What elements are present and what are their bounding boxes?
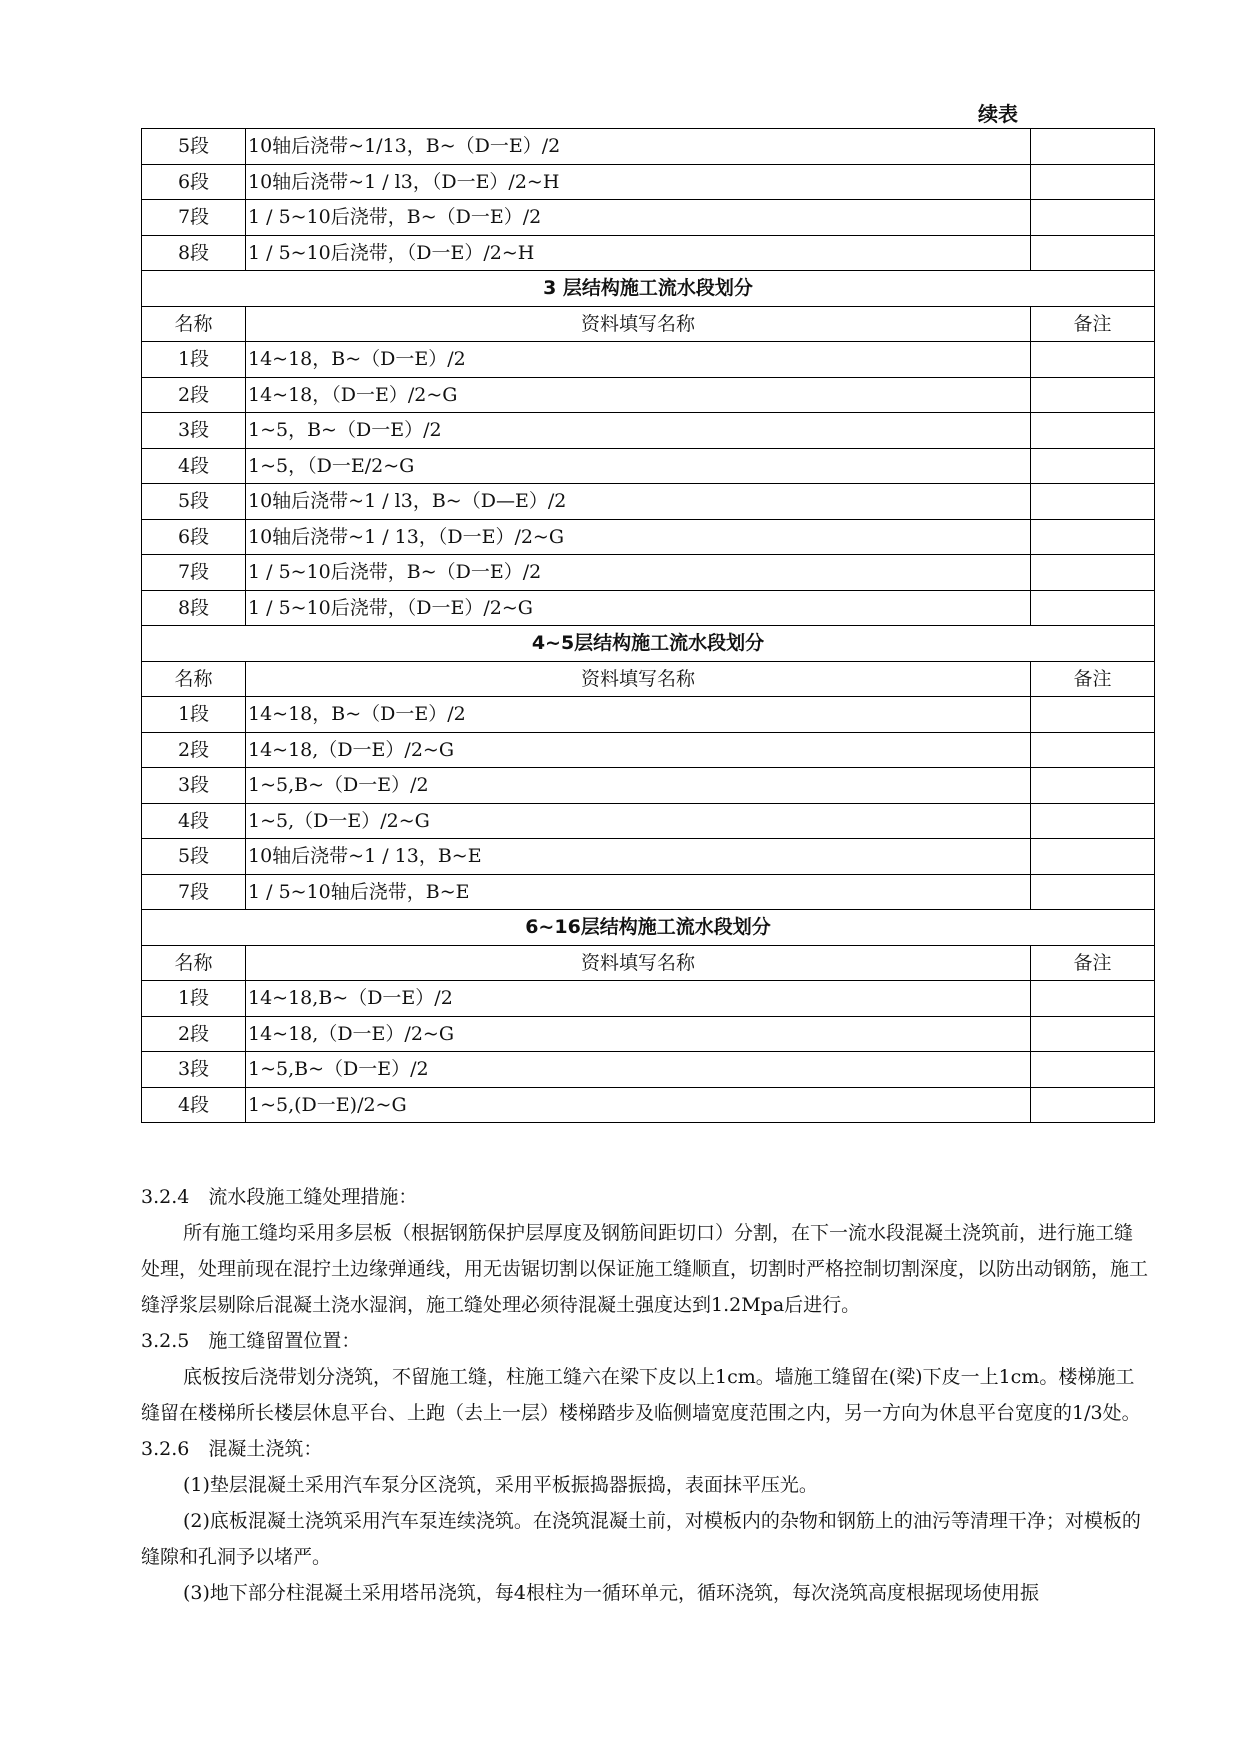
segment-remark-cell (1031, 235, 1155, 271)
segment-name-cell: 2段 (142, 1016, 246, 1052)
section-heading-3-2-4: 3.2.4 流水段施工缝处理措施： (141, 1186, 418, 1208)
continued-table-label: 续表 (978, 102, 1018, 126)
segment-remark-cell (1031, 200, 1155, 236)
segment-remark-cell (1031, 839, 1155, 875)
section-title-row (142, 271, 1155, 307)
segment-remark-cell (1031, 732, 1155, 768)
column-header-content: 资料填写名称 (246, 306, 1031, 342)
table-row (142, 839, 1155, 875)
segment-content-cell: 1~5,（D一E）/2~G (246, 803, 1031, 839)
table-row (142, 342, 1155, 378)
table-row (142, 803, 1155, 839)
segment-content-cell: 14~18，（D一E）/2~G (246, 377, 1031, 413)
segment-remark-cell (1031, 1016, 1155, 1052)
table-row (142, 200, 1155, 236)
section-heading-3-2-6: 3.2.6 混凝土浇筑： (141, 1438, 323, 1460)
column-header-remark: 备注 (1031, 661, 1155, 697)
segment-name-cell: 5段 (142, 129, 246, 165)
table-row (142, 981, 1155, 1017)
segment-content-cell: 1 / 5~10后浇带，（D一E）/2~G (246, 590, 1031, 626)
table-row (142, 768, 1155, 804)
segment-remark-cell (1031, 981, 1155, 1017)
column-header-content: 资料填写名称 (246, 661, 1031, 697)
segment-name-cell: 3段 (142, 413, 246, 449)
paragraph-3-2-6-item-3: (3)地下部分柱混凝土采用塔吊浇筑，每4根柱为一循环单元，循环浇筑，每次浇筑高度根据现场使用振 (183, 1582, 1040, 1604)
segment-content-cell: 1~5,B~（D一E）/2 (246, 768, 1031, 804)
segment-remark-cell (1031, 448, 1155, 484)
segment-remark-cell (1031, 1052, 1155, 1088)
segment-name-cell: 1段 (142, 697, 246, 733)
paragraph-3-2-6-item-2: (2)底板混凝土浇筑采用汽车泵连续浇筑。在浇筑混凝土前，对模板内的杂物和钢筋上的油污等清理干净；对模板的缝隙和孔洞予以堵严。 (141, 1510, 1141, 1568)
segment-remark-cell (1031, 377, 1155, 413)
segment-name-cell: 1段 (142, 981, 246, 1017)
section-title-row (142, 910, 1155, 946)
table-row (142, 164, 1155, 200)
table-row (142, 235, 1155, 271)
flow-segment-table (141, 128, 1155, 1123)
segment-name-cell: 6段 (142, 519, 246, 555)
column-header-remark: 备注 (1031, 945, 1155, 981)
column-header-name: 名称 (142, 945, 246, 981)
segment-name-cell: 3段 (142, 1052, 246, 1088)
segment-name-cell: 5段 (142, 839, 246, 875)
segment-name-cell: 8段 (142, 235, 246, 271)
table-row (142, 697, 1155, 733)
paragraph-3-2-6-item-1: (1)垫层混凝土采用汽车泵分区浇筑，采用平板振捣器振捣，表面抹平压光。 (183, 1474, 818, 1496)
body-text (141, 1179, 1151, 1611)
section-heading-3-2-5: 3.2.5 施工缝留置位置： (141, 1330, 361, 1352)
segment-remark-cell (1031, 768, 1155, 804)
table-header-row (142, 661, 1155, 697)
segment-content-cell: 1~5,(D一E)/2~G (246, 1087, 1031, 1123)
table-row (142, 732, 1155, 768)
segment-name-cell: 4段 (142, 1087, 246, 1123)
segment-content-cell: 1~5,B~（D一E）/2 (246, 1052, 1031, 1088)
table-row (142, 590, 1155, 626)
flow-segment-table-body (142, 129, 1155, 1123)
segment-name-cell: 8段 (142, 590, 246, 626)
table-row (142, 484, 1155, 520)
segment-remark-cell (1031, 803, 1155, 839)
segment-name-cell: 6段 (142, 164, 246, 200)
segment-content-cell: 1 / 5~10后浇带，B~（D一E）/2 (246, 555, 1031, 591)
column-header-content: 资料填写名称 (246, 945, 1031, 981)
column-header-name: 名称 (142, 306, 246, 342)
segment-content-cell: 14~18，B~（D一E）/2 (246, 342, 1031, 378)
segment-name-cell: 7段 (142, 200, 246, 236)
segment-content-cell: 1 / 5~10后浇带，B~（D一E）/2 (246, 200, 1031, 236)
segment-name-cell: 7段 (142, 874, 246, 910)
segment-name-cell: 5段 (142, 484, 246, 520)
segment-remark-cell (1031, 697, 1155, 733)
segment-remark-cell (1031, 413, 1155, 449)
table-row (142, 413, 1155, 449)
segment-content-cell: 1~5，B~（D一E）/2 (246, 413, 1031, 449)
segment-content-cell: 1 / 5~10轴后浇带，B~E (246, 874, 1031, 910)
table-row (142, 874, 1155, 910)
segment-remark-cell (1031, 519, 1155, 555)
segment-remark-cell (1031, 164, 1155, 200)
segment-content-cell: 14~18,（D一E）/2~G (246, 1016, 1031, 1052)
table-row (142, 1016, 1155, 1052)
segment-content-cell: 10轴后浇带~1/13，B~（D一E）/2 (246, 129, 1031, 165)
table-header-row (142, 306, 1155, 342)
segment-content-cell: 10轴后浇带~1 / l3，B~（D—E）/2 (246, 484, 1031, 520)
segment-name-cell: 4段 (142, 448, 246, 484)
segment-content-cell: 1~5，（D一E/2~G (246, 448, 1031, 484)
paragraph-3-2-4: 所有施工缝均采用多层板（根据钢筋保护层厚度及钢筋间距切口）分割，在下一流水段混凝土浇筑前，进行施工缝处理，处理前现在混拧土边缘弹通线，用无齿锯切割以保证施工缝顺直，切割时严格控制切割深度，以防出动钢筋，施工缝浮浆层剔除后混凝土浇水湿润，施工缝处理必须待混凝土强度达到1.2Mpa后进行。 (141, 1222, 1149, 1316)
segment-remark-cell (1031, 129, 1155, 165)
table-row (142, 129, 1155, 165)
segment-remark-cell (1031, 555, 1155, 591)
section-title-row (142, 626, 1155, 662)
table-row (142, 555, 1155, 591)
segment-content-cell: 10轴后浇带~1 / 13，（D一E）/2~G (246, 519, 1031, 555)
segment-remark-cell (1031, 1087, 1155, 1123)
column-header-remark: 备注 (1031, 306, 1155, 342)
segment-name-cell: 7段 (142, 555, 246, 591)
segment-remark-cell (1031, 590, 1155, 626)
segment-name-cell: 2段 (142, 732, 246, 768)
segment-content-cell: 14~18，B~（D一E）/2 (246, 697, 1031, 733)
paragraph-3-2-5: 底板按后浇带划分浇筑，不留施工缝，柱施工缝六在梁下皮以上1cm。墙施工缝留在(梁)下皮一上1cm。楼梯施工缝留在楼梯所长楼层休息平台、上跑（去上一层）楼梯踏步及临侧墙宽度范围之内，另一方向为休息平台宽度的1/3处。 (141, 1366, 1141, 1424)
segment-name-cell: 3段 (142, 768, 246, 804)
table-row (142, 1087, 1155, 1123)
segment-content-cell: 10轴后浇带~1 / 13，B~E (246, 839, 1031, 875)
section-title: 6~16层结构施工流水段划分 (142, 910, 1155, 946)
segment-content-cell: 14~18,B~（D一E）/2 (246, 981, 1031, 1017)
segment-remark-cell (1031, 342, 1155, 378)
column-header-name: 名称 (142, 661, 246, 697)
segment-remark-cell (1031, 874, 1155, 910)
table-row (142, 519, 1155, 555)
segment-name-cell: 2段 (142, 377, 246, 413)
segment-remark-cell (1031, 484, 1155, 520)
segment-content-cell: 1 / 5~10后浇带，（D一E）/2~H (246, 235, 1031, 271)
table-row (142, 448, 1155, 484)
segment-content-cell: 10轴后浇带~1 / l3，（D一E）/2~H (246, 164, 1031, 200)
segment-name-cell: 4段 (142, 803, 246, 839)
segment-content-cell: 14~18,（D一E）/2~G (246, 732, 1031, 768)
table-row (142, 377, 1155, 413)
segment-name-cell: 1段 (142, 342, 246, 378)
section-title: 4~5层结构施工流水段划分 (142, 626, 1155, 662)
section-title: 3 层结构施工流水段划分 (142, 271, 1155, 307)
table-header-row (142, 945, 1155, 981)
table-row (142, 1052, 1155, 1088)
